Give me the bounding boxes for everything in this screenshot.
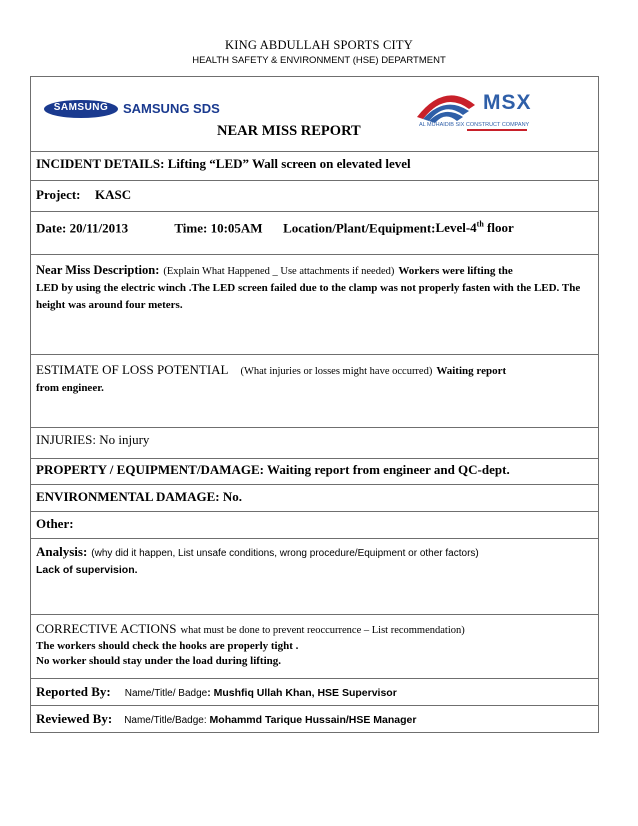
project-value: KASC: [95, 187, 132, 202]
reported-value: : Mushfiq Ullah Khan, HSE Supervisor: [207, 687, 397, 699]
reviewed-value: Mohammd Tarique Hussain/HSE Manager: [206, 714, 417, 726]
near-miss-description-cell: [31, 255, 599, 355]
reported-sub: Name/Title/ Badge: [124, 688, 208, 699]
samsung-logo-text: SAMSUNG: [53, 102, 109, 113]
location-value: Level-4th floor: [435, 220, 514, 236]
analysis-note: (why did it happen, List unsafe conditions, wrong procedure/Equipment or other factors): [91, 548, 479, 559]
environmental-damage-row: [31, 485, 599, 512]
near-miss-text-first: Workers were lifting the: [398, 265, 513, 277]
injuries-value: No injury: [99, 432, 150, 447]
property-label: PROPERTY / EQUIPMENT/DAMAGE:: [36, 462, 265, 477]
project-label: Project:: [36, 187, 81, 202]
reported-by-row: [31, 679, 599, 706]
near-miss-note: (Explain What Happened _ Use attachments if needed): [163, 266, 395, 277]
near-miss-label: Near Miss Description:: [36, 263, 160, 277]
reviewed-by-row: [31, 706, 599, 733]
date-label: Date:: [36, 220, 67, 236]
time-label: Time:: [174, 220, 208, 236]
incident-label: INCIDENT DETAILS:: [36, 156, 165, 171]
property-damage-row: [31, 459, 599, 485]
reported-label: Reported By:: [36, 684, 111, 699]
corrective-note: what must be done to prevent reoccurrence – List recommendation): [180, 625, 465, 636]
location-label: Location/Plant/Equipment:: [283, 220, 436, 236]
other-row: [31, 512, 599, 539]
time-value: 10:05AM: [210, 220, 263, 236]
msx-logo-text: MSX: [483, 91, 532, 114]
corrective-line-1: The workers should check the hooks are properly tight .: [36, 640, 299, 652]
other-label: Other:: [36, 516, 74, 531]
msx-company-text: AL MUHAIDIB SIX CONSTRUCT COMPANY: [419, 122, 530, 128]
analysis-value: Lack of supervision.: [36, 564, 138, 576]
logo-title-row: [31, 77, 599, 152]
incident-details-row: [31, 152, 599, 181]
reviewed-sub: Name/Title/Badge:: [124, 715, 207, 726]
msx-emblem-icon: [415, 87, 477, 127]
estimate-text: from engineer.: [36, 382, 104, 394]
analysis-label: Analysis:: [36, 544, 88, 559]
analysis-cell: [31, 539, 599, 615]
samsung-sds-logo: SAMSUNG SDS: [123, 101, 220, 116]
reviewed-label: Reviewed By:: [36, 711, 113, 726]
environmental-label: ENVIRONMENTAL DAMAGE:: [36, 489, 220, 504]
estimate-label: ESTIMATE OF LOSS POTENTIAL: [36, 362, 229, 377]
injuries-row: [31, 428, 599, 459]
org-name: KING ABDULLAH SPORTS CITY: [225, 38, 413, 52]
corrective-line-2: No worker should stay under the load during lifting.: [36, 655, 281, 667]
date-time-location-row: [31, 212, 599, 255]
date-value: 20/11/2013: [69, 220, 129, 236]
corrective-actions-cell: [31, 615, 599, 679]
samsung-logo: [43, 99, 119, 119]
environmental-value: No.: [222, 489, 242, 504]
injuries-label: INJURIES:: [36, 432, 96, 447]
incident-value: Lifting “LED” Wall screen on elevated level: [167, 156, 411, 171]
near-miss-text: LED by using the electric winch .The LED screen failed due to the clamp was not properly fasten with the LED. The height was around four meters.: [36, 282, 581, 311]
corrective-label: CORRECTIVE ACTIONS: [36, 621, 177, 636]
project-row: [31, 181, 599, 212]
estimate-loss-cell: [31, 355, 599, 428]
property-value: Waiting report from engineer and QC-dept.: [267, 462, 510, 477]
dept-name: HEALTH SAFETY & ENVIRONMENT (HSE) DEPARTMENT: [192, 55, 446, 66]
estimate-note: (What injuries or losses might have occurred): [240, 366, 433, 377]
near-miss-form: [30, 76, 599, 733]
estimate-text-first: Waiting report: [436, 365, 507, 377]
report-title: NEAR MISS REPORT: [217, 123, 361, 139]
